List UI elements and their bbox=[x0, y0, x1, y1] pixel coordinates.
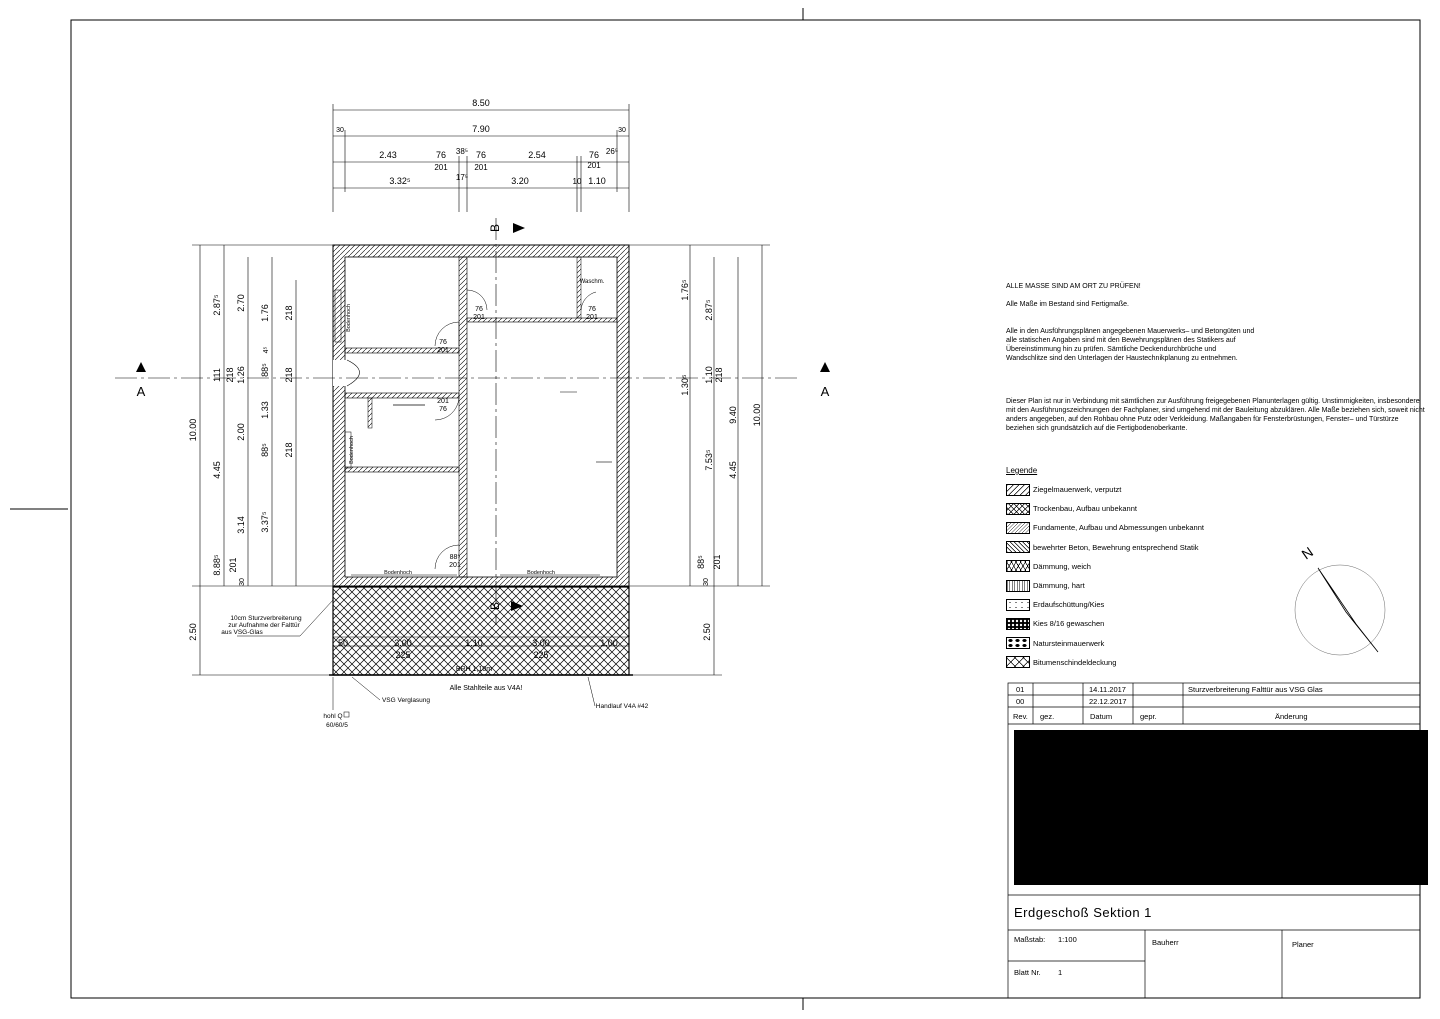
dim-254: 2.54 bbox=[528, 150, 546, 160]
dim-left-45: 4⁵ bbox=[263, 346, 270, 354]
swatch-cross-wide bbox=[1006, 656, 1030, 668]
door-label-76-4: 76 bbox=[439, 406, 447, 413]
dim-right-1305: 1.30⁵ bbox=[680, 374, 690, 396]
section-a-arrow-left bbox=[136, 362, 146, 372]
label-hohl-2: 60/60/5 bbox=[326, 722, 348, 729]
dim-30-right: 30 bbox=[618, 127, 626, 134]
dim-bottom-110: 1.10 bbox=[465, 638, 483, 648]
swatch-diag-left bbox=[1006, 541, 1030, 553]
dim-left-250: 2.50 bbox=[188, 623, 198, 641]
scale-value: 1:100 bbox=[1058, 935, 1077, 944]
label-stahlteile: Alle Stahlteile aus V4A! bbox=[449, 685, 523, 692]
dim-bottom-50: 50 bbox=[337, 638, 349, 648]
dim-left-2875: 2.87⁵ bbox=[212, 294, 222, 316]
label-vsg: VSG Verglasung bbox=[381, 697, 431, 704]
label-brh: BRH 1,10m bbox=[455, 666, 493, 673]
door-label-201-2: 201 bbox=[473, 314, 485, 321]
door-label-201-5: 201 bbox=[449, 562, 461, 569]
dim-76-c: 76 bbox=[588, 150, 600, 160]
dim-bottom-300-a: 3.00 bbox=[394, 638, 412, 648]
rev-header-rev: Rev. bbox=[1013, 712, 1028, 721]
scale-label: Maßstab: bbox=[1014, 935, 1046, 944]
dim-30-left: 30 bbox=[336, 127, 344, 134]
door-label-201-1: 201 bbox=[437, 347, 449, 354]
label-bodenhoch-3: Bodenhoch bbox=[384, 570, 412, 576]
rev-row1-rev: 01 bbox=[1016, 685, 1025, 694]
drawing-title: Erdgeschoß Sektion 1 bbox=[1014, 905, 1152, 920]
legend-item bbox=[1006, 595, 1204, 614]
rev-row1-date: 14.11.2017 bbox=[1089, 685, 1126, 694]
dim-left-218-b: 218 bbox=[225, 367, 235, 383]
client-label: Bauherr bbox=[1152, 938, 1179, 947]
legend-label: Natursteinmauerwerk bbox=[1033, 638, 1105, 648]
note-3: Alle in den Ausführungsplänen angegebenen Mauerwerks– und Betongüten und alle statischen Angaben sind mit den Bewehrungsplänen des Statikers auf Übereinstimmung hin zu prüfen. Sämtliche Deckendurchbrüche und Wandschlitze sind den Unterlagen der Haustechnikplanung zu entnehmen. bbox=[1006, 328, 1255, 362]
note-4: Dieser Plan ist nur in Verbindung mit sämtlichen zur Ausführung freigegebenen Planunterlagen gültig. Unstimmigkeiten, insbesondere mit den Ausführungszeichnungen der Fachplaner, sind umgehend mit der Bauleitung abzuklären. Alle Maße beziehen sich, soweit nicht anders angegeben, auf den Rohbau ohne Putz oder Verkleidung. Maßangaben für Fensterbrüstungen, Fenster– und Türstürze beziehen sich grundsätzlich auf die Fertigbodenoberkante. bbox=[1006, 398, 1425, 432]
section-a-label-right: A bbox=[820, 384, 830, 399]
dims-left bbox=[188, 294, 294, 641]
rev-header-gez: gez. bbox=[1040, 712, 1055, 721]
legend-label: Bitumenschindeldeckung bbox=[1033, 657, 1117, 667]
legend-label: bewehrter Beton, Bewehrung entsprechend Statik bbox=[1033, 542, 1199, 552]
dim-bottom-100: 1.00 bbox=[600, 638, 618, 648]
dim-left-3375: 3.37⁵ bbox=[260, 511, 270, 533]
legend bbox=[1006, 480, 1204, 672]
label-waschm: Waschm. bbox=[579, 279, 605, 285]
label-sturz-3: aus VSG-Glas bbox=[221, 629, 263, 636]
dim-790: 7.90 bbox=[472, 124, 490, 134]
swatch-diag-right bbox=[1006, 484, 1030, 496]
door-label-201-4: 201 bbox=[437, 398, 449, 405]
redacted-block bbox=[1014, 730, 1428, 885]
door-label-201-3: 201 bbox=[586, 314, 598, 321]
label-bodenhoch-1: Bodenhoch bbox=[346, 304, 352, 332]
legend-item bbox=[1006, 538, 1204, 557]
rev-header-aenderung: Änderung bbox=[1275, 712, 1308, 721]
dim-left-111: 111 bbox=[212, 368, 222, 382]
dim-left-133: 1.33 bbox=[260, 401, 270, 419]
dim-left-314: 3.14 bbox=[236, 516, 246, 534]
dim-bottom-300-b: 3.00 bbox=[532, 638, 550, 648]
dim-left-218-a: 218 bbox=[284, 305, 294, 321]
legend-label: Dämmung, weich bbox=[1033, 561, 1091, 571]
legend-item bbox=[1006, 557, 1204, 576]
dim-201-b: 201 bbox=[474, 163, 488, 172]
dim-bottom-225-a: 225 bbox=[395, 650, 411, 660]
label-bodenhoch-2: Bodenhoch bbox=[349, 436, 355, 464]
dim-right-250: 2.50 bbox=[702, 623, 712, 641]
section-b-label-top: B bbox=[488, 223, 502, 233]
dim-3325: 3.32⁵ bbox=[389, 176, 411, 186]
rev-row1-change: Sturzverbreiterung Falttür aus VSG Glas bbox=[1188, 685, 1323, 694]
north-label: N bbox=[1298, 543, 1317, 563]
door-label-76-1: 76 bbox=[439, 339, 447, 346]
swatch-diag-dense bbox=[1006, 522, 1030, 534]
swatch-zigzag bbox=[1006, 560, 1030, 572]
dim-left-8885: 8.88⁵ bbox=[212, 554, 222, 576]
dim-243: 2.43 bbox=[379, 150, 397, 160]
dim-left-1000: 10.00 bbox=[188, 418, 198, 442]
legend-label: Trockenbau, Aufbau unbekannt bbox=[1033, 504, 1137, 514]
dim-left-176: 1.76 bbox=[260, 304, 270, 322]
dim-left-885-b: 88⁵ bbox=[260, 443, 270, 457]
dim-201-a: 201 bbox=[434, 163, 448, 172]
north-arrow bbox=[1295, 544, 1385, 655]
section-b-label-bottom: B bbox=[488, 601, 502, 611]
dim-right-201: 201 bbox=[712, 554, 722, 570]
dim-76-a: 76 bbox=[435, 150, 447, 160]
legend-item bbox=[1006, 576, 1204, 595]
legend-label: Fundamente, Aufbau und Abmessungen unbekannt bbox=[1033, 523, 1204, 533]
legend-item bbox=[1006, 518, 1204, 537]
legend-item bbox=[1006, 499, 1204, 518]
dim-right-110: 1.10 bbox=[704, 366, 714, 384]
legend-label: Dämmung, hart bbox=[1033, 581, 1085, 591]
dim-left-218-c: 218 bbox=[284, 367, 294, 383]
dim-left-126: 1.26 bbox=[236, 366, 246, 384]
legend-item bbox=[1006, 653, 1204, 672]
swatch-cross bbox=[1006, 503, 1030, 515]
swatch-vertical bbox=[1006, 580, 1030, 592]
legend-label: Erdaufschüttung/Kies bbox=[1033, 600, 1105, 610]
planner-label: Planer bbox=[1292, 940, 1314, 949]
dim-right-885: 88⁵ bbox=[696, 555, 706, 569]
swatch-dots bbox=[1006, 599, 1030, 611]
legend-item bbox=[1006, 480, 1204, 499]
dims-top bbox=[336, 98, 626, 186]
revision-text bbox=[1013, 685, 1323, 721]
dim-right-1765: 1.76⁵ bbox=[680, 279, 690, 301]
rev-row2-date: 22.12.2017 bbox=[1089, 697, 1127, 706]
dim-385: 38⁵ bbox=[455, 147, 469, 156]
section-a-label-left: A bbox=[136, 384, 146, 399]
door-label-76-3: 76 bbox=[588, 306, 596, 313]
dim-10: 10 bbox=[572, 177, 582, 186]
dim-left-885-a: 88⁵ bbox=[260, 363, 270, 377]
rev-header-gepr: gepr. bbox=[1140, 712, 1157, 721]
swatch-stones bbox=[1006, 637, 1030, 649]
dim-265: 26⁵ bbox=[605, 147, 619, 156]
label-bodenhoch-4: Bodenhoch bbox=[527, 570, 555, 576]
dim-left-201: 201 bbox=[228, 557, 238, 573]
sheet-number-label: Blatt Nr. bbox=[1014, 968, 1041, 977]
dim-right-940: 9.40 bbox=[728, 406, 738, 424]
dim-left-200: 2.00 bbox=[236, 423, 246, 441]
dim-right-1000: 10.00 bbox=[752, 403, 762, 427]
dim-bottom-225-b: 225 bbox=[533, 650, 549, 660]
dim-320: 3.20 bbox=[511, 176, 529, 186]
door-label-76-2: 76 bbox=[475, 306, 483, 313]
sheet-number-value: 1 bbox=[1058, 968, 1063, 977]
notes-block bbox=[1006, 282, 1426, 442]
dim-right-2875: 2.87⁵ bbox=[704, 299, 714, 321]
dim-110: 1.10 bbox=[588, 176, 606, 186]
dim-76-b: 76 bbox=[475, 150, 487, 160]
swatch-pebbles-dark bbox=[1006, 618, 1030, 630]
note-1: ALLE MASSE SIND AM ORT ZU PRÜFEN! bbox=[1006, 283, 1141, 290]
note-2: Alle Maße im Bestand sind Fertigmaße. bbox=[1006, 301, 1129, 308]
dim-right-30: 30 bbox=[703, 578, 710, 586]
label-handlauf: Handlauf V4A #42 bbox=[595, 703, 649, 710]
label-sturz-1: 10cm Sturzverbreiterung bbox=[230, 615, 302, 622]
dim-right-218: 218 bbox=[714, 367, 724, 383]
dim-right-7535: 7.53⁵ bbox=[704, 449, 714, 471]
rev-header-datum: Datum bbox=[1090, 712, 1113, 721]
dim-850: 8.50 bbox=[472, 98, 490, 108]
dim-201-c: 201 bbox=[587, 161, 601, 170]
dim-right-445: 4.45 bbox=[728, 461, 738, 479]
legend-title: Legende bbox=[1006, 466, 1038, 475]
dim-left-30: 30 bbox=[239, 578, 246, 586]
section-a-arrow-right bbox=[820, 362, 830, 372]
label-hohl-1: hohl Q bbox=[323, 713, 343, 720]
dim-left-218-d: 218 bbox=[284, 442, 294, 458]
dim-left-270: 2.70 bbox=[236, 294, 246, 312]
dims-right bbox=[680, 279, 762, 641]
dim-175: 17⁵ bbox=[455, 173, 469, 182]
door-label-885: 88⁵ bbox=[449, 554, 461, 561]
rev-row2-rev: 00 bbox=[1016, 697, 1025, 706]
legend-item bbox=[1006, 634, 1204, 653]
legend-label: Kies 8/16 gewaschen bbox=[1033, 619, 1105, 629]
label-sturz-2: zur Aufnahme der Falttür bbox=[228, 622, 300, 629]
legend-item bbox=[1006, 614, 1204, 633]
section-b-arrow-top bbox=[513, 223, 525, 233]
legend-label: Ziegelmauerwerk, verputzt bbox=[1033, 485, 1122, 495]
dim-left-445: 4.45 bbox=[212, 461, 222, 479]
